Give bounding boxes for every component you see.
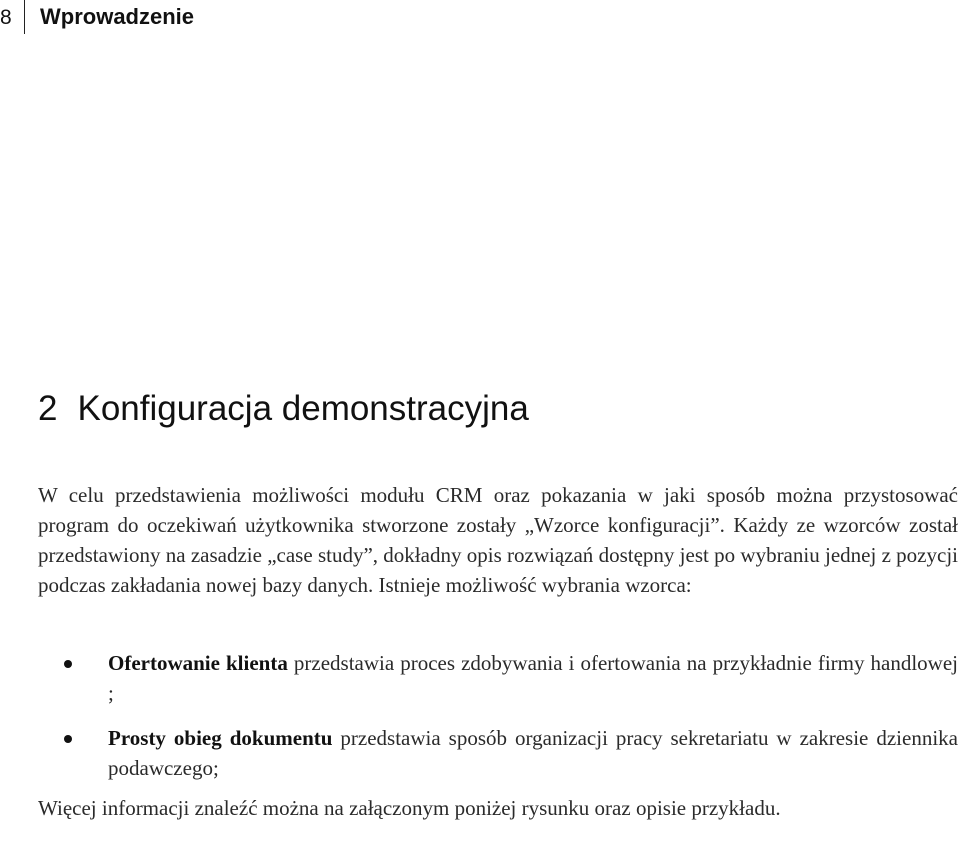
- list-item-term: Prosty obieg dokumentu: [108, 726, 333, 750]
- list-item-term: Ofertowanie klienta: [108, 651, 288, 675]
- list-item-description: przedstawia sposób organizacji pracy sekretariatu w zakresie dziennika podawczego;: [108, 726, 958, 780]
- chapter-heading: [38, 388, 529, 430]
- bullet-icon: [64, 660, 72, 668]
- outro-paragraph: Więcej informacji znaleźć można na załączonym poniżej rysunku oraz opisie przykładu.: [38, 796, 781, 820]
- running-header-title: Wprowadzenie: [40, 4, 195, 29]
- header-divider: [24, 0, 25, 34]
- intro-paragraph: W celu przedstawienia możliwości modułu CRM oraz pokazania w jaki sposób można przystosować program do oczekiwań użytkownika stworzone zostały „Wzorce konfiguracji”. Każdy ze wzorców został przedstawiony na zasadzie „case study”, dokładny opis rozwiązań dostępny jest po wybraniu jednej z pozycji podczas zakładania nowej bazy danych. Istnieje możliwość wybrania wzorca:: [38, 483, 958, 597]
- page-header: [0, 0, 960, 34]
- chapter-number: 2: [38, 389, 58, 428]
- bullet-icon: [64, 735, 72, 743]
- list-item: [38, 648, 958, 708]
- template-list: [38, 648, 958, 798]
- list-item: [38, 723, 958, 783]
- page-number: 8: [0, 6, 12, 29]
- list-item-description: przedstawia proces zdobywania i ofertowania na przykładnie firmy handlowej ;: [108, 651, 959, 705]
- chapter-title: Konfiguracja demonstracyjna: [77, 389, 529, 428]
